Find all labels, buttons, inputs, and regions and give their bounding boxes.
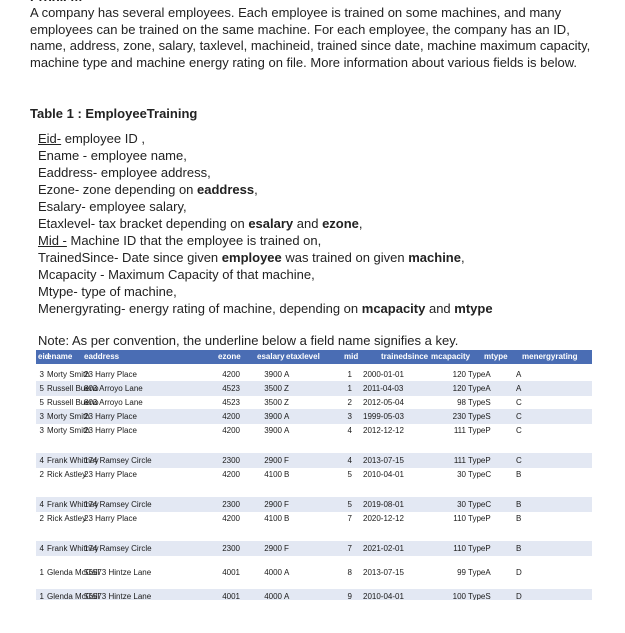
- merg-dep1: mcapacity: [361, 301, 426, 316]
- header-esalary: esalary: [257, 352, 285, 361]
- cell-mid: 8: [347, 568, 352, 577]
- field-esalary: Esalary- employee salary,: [38, 199, 187, 214]
- table-row: [36, 453, 592, 468]
- cell-ename: Frank Whitney: [47, 544, 99, 553]
- cell-ename: Glenda McCall: [47, 568, 100, 577]
- cell-mtype: TypeP: [468, 456, 491, 465]
- intro-paragraph: A company has several employees. Each employee is trained on some machines, and many employees can be trained on the same machine. For each employee, the company has an ID, name, address, zone, salary, taxlevel, machineid, trained since date, machine maximum capacity, machine type and machine energy rating on file. More information about various fields is below.: [30, 5, 591, 70]
- cell-ename: Rick Astley: [47, 470, 87, 479]
- table-row: [36, 511, 592, 526]
- cell-ezone: 4200: [222, 426, 240, 435]
- cell-eaddress: 23 Harry Place: [84, 426, 137, 435]
- header-trainedsince: trainedsince: [381, 352, 429, 361]
- cell-etaxlevel: A: [284, 370, 290, 379]
- ts-mid: was trained on given: [281, 250, 409, 265]
- header-menergyrating: menergyrating: [522, 352, 578, 361]
- cell-mtype: TypeA: [468, 568, 491, 577]
- cell-mtype: TypeP: [468, 426, 491, 435]
- cell-mtype: TypeC: [468, 500, 492, 509]
- field-ezone: [38, 181, 493, 198]
- table-row: [36, 541, 592, 556]
- cell-eid: 2: [39, 514, 44, 523]
- cell-mid: 4: [347, 456, 352, 465]
- table-title: Table 1 : EmployeeTraining: [30, 106, 198, 121]
- cell-esalary: 3900: [264, 426, 282, 435]
- cell-trainedsince: 2013-07-15: [363, 456, 404, 465]
- cell-esalary: 4000: [264, 568, 282, 577]
- cell-mtype: TypeA: [468, 370, 491, 379]
- cell-etaxlevel: B: [284, 514, 290, 523]
- header-mid: mid: [344, 352, 359, 361]
- cell-trainedsince: 2012-12-12: [363, 426, 404, 435]
- cell-mcapacity: 111: [453, 456, 466, 465]
- cell-menergyrating: B: [516, 514, 522, 523]
- cell-trainedsince: 2013-07-15: [363, 568, 404, 577]
- cell-menergyrating: C: [516, 398, 522, 407]
- ts-dep1: employee: [221, 250, 282, 265]
- cell-eid: 3: [39, 412, 44, 421]
- cell-ename: Rick Astley: [47, 514, 87, 523]
- cell-menergyrating: C: [516, 412, 522, 421]
- cell-mtype: TypeC: [468, 470, 492, 479]
- cell-mtype: TypeP: [468, 514, 491, 523]
- ezone-dep: eaddress: [197, 182, 255, 197]
- cell-esalary: 3900: [264, 370, 282, 379]
- field-mid: [38, 232, 493, 249]
- header-ezone: ezone: [218, 352, 241, 361]
- key-note: Note: As per convention, the underline below a field name signifies a key.: [38, 333, 459, 348]
- cell-ezone: 4200: [222, 470, 240, 479]
- cell-eaddress: 174 Ramsey Circle: [84, 456, 152, 465]
- field-mcapacity: Mcapacity - Maximum Capacity of that machine,: [38, 267, 315, 282]
- field-eaddress: Eaddress- employee address,: [38, 165, 211, 180]
- cell-esalary: 2900: [264, 544, 282, 553]
- cell-menergyrating: C: [516, 456, 522, 465]
- etax-and: and: [293, 216, 323, 231]
- cell-eaddress: 803 Arroyo Lane: [84, 384, 143, 393]
- cell-eid: 1: [39, 568, 44, 577]
- table-row: [36, 367, 592, 382]
- cell-ezone: 4200: [222, 370, 240, 379]
- cell-mtype: TypeS: [468, 592, 491, 600]
- cell-eid: 5: [39, 384, 44, 393]
- cell-ename: Russell Bueno: [47, 398, 99, 407]
- table-row: [36, 589, 592, 600]
- cell-eaddress: 56573 Hintze Lane: [84, 568, 152, 577]
- cell-etaxlevel: F: [284, 544, 289, 553]
- cell-etaxlevel: B: [284, 470, 290, 479]
- cell-mid: 9: [347, 592, 352, 600]
- cell-trainedsince: 1999-05-03: [363, 412, 404, 421]
- cell-mid: 3: [347, 412, 352, 421]
- cell-mcapacity: 110: [453, 544, 466, 553]
- cell-mcapacity: 99: [457, 568, 466, 577]
- cell-trainedsince: 2010-04-01: [363, 470, 404, 479]
- cell-menergyrating: D: [516, 592, 522, 600]
- cell-esalary: 3500: [264, 398, 282, 407]
- cell-mid: 2: [347, 398, 352, 407]
- field-mtype: Mtype- type of machine,: [38, 284, 177, 299]
- field-etaxlevel: [38, 215, 493, 232]
- cell-ename: Frank Whitney: [47, 500, 99, 509]
- field-definitions: [38, 130, 493, 317]
- table-row: [36, 409, 592, 424]
- cell-ezone: 4001: [222, 568, 240, 577]
- ts-end: ,: [460, 250, 465, 265]
- cell-ezone: 4200: [222, 514, 240, 523]
- table-row: [36, 381, 592, 396]
- etax-end: ,: [358, 216, 363, 231]
- field-trainedsince: [38, 249, 493, 266]
- cell-esalary: 4100: [264, 470, 282, 479]
- cell-mtype: TypeA: [468, 384, 491, 393]
- ezone-end: ,: [254, 182, 258, 197]
- cell-ename: Morty Smith: [47, 370, 90, 379]
- cell-eid: 2: [39, 470, 44, 479]
- cell-mid: 5: [347, 470, 352, 479]
- table-row: [36, 423, 592, 438]
- cell-ezone: 2300: [222, 500, 240, 509]
- cell-mcapacity: 110: [453, 514, 466, 523]
- etax-desc: Etaxlevel- tax bracket depending on: [38, 216, 249, 231]
- cell-trainedsince: 2012-05-04: [363, 398, 404, 407]
- cell-mcapacity: 120: [452, 384, 466, 393]
- header-mcapacity: mcapacity: [431, 352, 471, 361]
- cell-esalary: 2900: [264, 456, 282, 465]
- cell-eid: 4: [39, 544, 44, 553]
- cell-eaddress: 23 Harry Place: [84, 514, 137, 523]
- cell-eaddress: 803 Arroyo Lane: [84, 398, 143, 407]
- cell-ezone: 4523: [222, 384, 240, 393]
- ezone-desc: Ezone- zone depending on: [38, 182, 198, 197]
- cell-mcapacity: 230: [452, 412, 466, 421]
- mid-desc: Machine ID that the employee is trained on,: [66, 233, 322, 248]
- cell-ename: Russell Bueno: [47, 384, 99, 393]
- cell-trainedsince: 2020-12-12: [363, 514, 404, 523]
- cell-trainedsince: 2000-01-01: [363, 370, 404, 379]
- cell-ename: Frank Whitney: [47, 456, 99, 465]
- cutoff-heading: [30, 0, 82, 1]
- cell-esalary: 3900: [264, 412, 282, 421]
- cell-etaxlevel: Z: [284, 398, 289, 407]
- table-row: [36, 565, 592, 580]
- cell-ezone: 4001: [222, 592, 240, 600]
- cell-esalary: 4000: [264, 592, 282, 600]
- cell-etaxlevel: A: [284, 568, 290, 577]
- cell-mcapacity: 100: [452, 592, 466, 600]
- cell-eid: 1: [39, 592, 44, 600]
- field-menergyrating: [38, 300, 493, 317]
- cell-ezone: 4523: [222, 398, 240, 407]
- cell-mcapacity: 98: [457, 398, 466, 407]
- table-row: [36, 467, 592, 482]
- cell-menergyrating: C: [516, 426, 522, 435]
- header-etaxlevel: etaxlevel: [286, 352, 320, 361]
- cell-menergyrating: B: [516, 470, 522, 479]
- cell-ename: Morty Smith: [47, 426, 90, 435]
- merg-desc: Menergyrating- energy rating of machine, depending on: [38, 301, 362, 316]
- cell-eid: 3: [39, 426, 44, 435]
- cell-trainedsince: 2019-08-01: [363, 500, 404, 509]
- mid-key: Mid -: [38, 233, 67, 248]
- cell-menergyrating: B: [516, 500, 522, 509]
- cell-mid: 5: [347, 500, 352, 509]
- merg-dep2: mtype: [454, 301, 493, 316]
- header-ename: ename: [47, 352, 73, 361]
- cell-mcapacity: 120: [452, 370, 466, 379]
- cell-eaddress: 23 Harry Place: [84, 412, 137, 421]
- cell-ename: Morty Smith: [47, 412, 90, 421]
- cell-eaddress: 174 Ramsey Circle: [84, 544, 152, 553]
- cell-esalary: 3500: [264, 384, 282, 393]
- cell-etaxlevel: F: [284, 500, 289, 509]
- cell-mtype: TypeS: [468, 398, 491, 407]
- cell-menergyrating: A: [516, 384, 522, 393]
- cell-eaddress: 56573 Hintze Lane: [84, 592, 152, 600]
- cell-mid: 1: [347, 370, 352, 379]
- cell-eaddress: 23 Harry Place: [84, 370, 137, 379]
- header-eaddress: eaddress: [84, 352, 120, 361]
- cell-mcapacity: 30: [457, 500, 466, 509]
- cell-mcapacity: 111: [453, 426, 466, 435]
- cell-eaddress: 23 Harry Place: [84, 470, 137, 479]
- cell-ezone: 2300: [222, 456, 240, 465]
- cell-ezone: 4200: [222, 412, 240, 421]
- field-ename: Ename - employee name,: [38, 148, 187, 163]
- table-row: [36, 497, 592, 512]
- cell-mtype: TypeP: [468, 544, 491, 553]
- cell-esalary: 4100: [264, 514, 282, 523]
- cell-ezone: 2300: [222, 544, 240, 553]
- cell-etaxlevel: F: [284, 456, 289, 465]
- eid-desc: employee ID ,: [61, 131, 145, 146]
- ts-desc: TrainedSince- Date since given: [38, 250, 222, 265]
- cell-eid: 4: [39, 456, 44, 465]
- table-header-row: [36, 350, 592, 364]
- table-row: [36, 395, 592, 410]
- cell-mid: 4: [347, 426, 352, 435]
- cell-trainedsince: 2011-04-03: [363, 384, 404, 393]
- cell-mid: 1: [347, 384, 352, 393]
- cell-eid: 3: [39, 370, 44, 379]
- cell-eaddress: 174 Ramsey Circle: [84, 500, 152, 509]
- eid-key: Eid-: [38, 131, 62, 146]
- etax-dep1: esalary: [248, 216, 294, 231]
- cell-mid: 7: [347, 514, 352, 523]
- cell-mtype: TypeS: [468, 412, 491, 421]
- etax-dep2: ezone: [322, 216, 359, 231]
- header-mtype: mtype: [484, 352, 508, 361]
- cell-menergyrating: B: [516, 544, 522, 553]
- cell-esalary: 2900: [264, 500, 282, 509]
- cell-ename: Glenda McCall: [47, 592, 100, 600]
- cell-menergyrating: D: [516, 568, 522, 577]
- cell-eid: 4: [39, 500, 44, 509]
- employee-training-table: [36, 350, 592, 600]
- cell-etaxlevel: A: [284, 592, 290, 600]
- ts-dep2: machine: [408, 250, 461, 265]
- cell-etaxlevel: A: [284, 412, 290, 421]
- header-eid: eid: [38, 352, 50, 361]
- cell-menergyrating: A: [516, 370, 522, 379]
- cell-trainedsince: 2021-02-01: [363, 544, 404, 553]
- cell-etaxlevel: A: [284, 426, 290, 435]
- cell-trainedsince: 2010-04-01: [363, 592, 404, 600]
- merg-and: and: [425, 301, 455, 316]
- cell-mid: 7: [347, 544, 352, 553]
- cell-eid: 5: [39, 398, 44, 407]
- cell-etaxlevel: Z: [284, 384, 289, 393]
- field-eid: [38, 130, 493, 147]
- cell-mcapacity: 30: [457, 470, 466, 479]
